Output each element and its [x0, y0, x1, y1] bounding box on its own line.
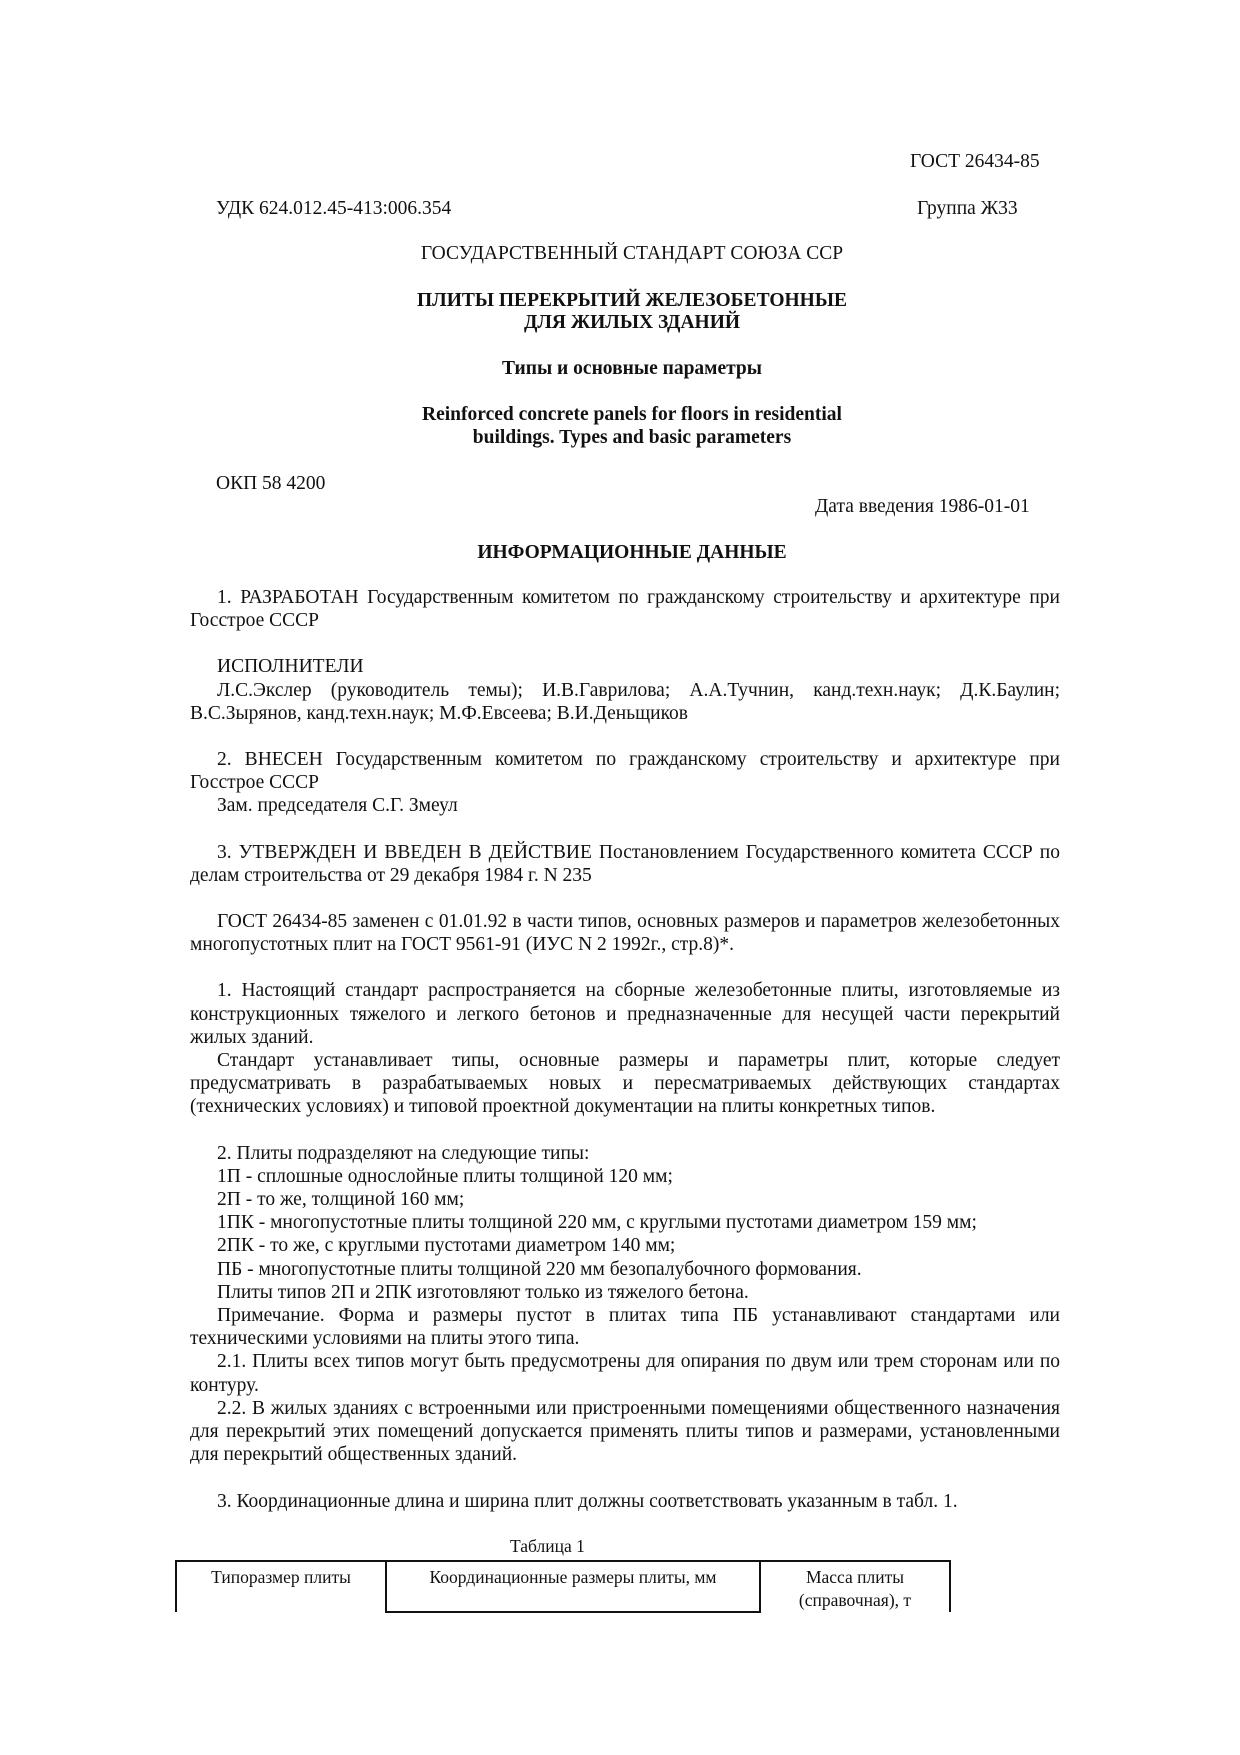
- table-header-size: Типоразмер плиты: [176, 1561, 386, 1612]
- performers-list: Л.С.Экслер (руководитель темы); И.В.Гаврилова; А.А.Тучнин, канд.техн.наук; Д.К.Баулин; В.С.Зырянов, канд.техн.наук; М.Ф.Евсеева; В.И.Деньщиков: [190, 679, 1060, 724]
- table-1: [175, 1560, 951, 1613]
- performers-label: ИСПОЛНИТЕЛИ: [217, 656, 364, 678]
- section-1: 1. Настоящий стандарт распространяется на сборные железобетонные плиты, изготовляемые из конструкционных тяжелого и легкого бетонов и предназначенные для несущей части перекрытий жилых зданий.: [190, 980, 1060, 1048]
- info-deputy: Зам. председателя С.Г. Змеул: [217, 795, 458, 817]
- section-3: 3. Координационные длина и ширина плит должны соответствовать указанным в табл. 1.: [217, 1490, 958, 1512]
- english-title-line-1: Reinforced concrete panels for floors in residential: [422, 404, 842, 425]
- table-header-mass: [760, 1561, 950, 1612]
- state-standard-heading: ГОСУДАРСТВЕННЫЙ СТАНДАРТ СОЮЗА ССР: [420, 243, 844, 264]
- section-2: 2. Плиты подразделяют на следующие типы:: [217, 1142, 590, 1164]
- type-1p: 1П - сплошные однослойные плиты толщиной 120 мм;: [217, 1165, 673, 1187]
- type-1pk: 1ПК - многопустотные плиты толщиной 220 мм, с круглыми пустотами диаметром 159 мм;: [217, 1212, 977, 1234]
- section-2-2: 2.2. В жилых зданиях с встроенными или пристроенными помещениями общественного назначения для перекрытий этих помещений допускается применять плиты типов и размерами, установленными для перекрытий общественных зданий.: [190, 1397, 1060, 1466]
- table-caption: Таблица 1: [510, 1536, 585, 1556]
- type-pb: ПБ - многопустотные плиты толщиной 220 мм безопалубочного формования.: [217, 1258, 862, 1280]
- udk-code: УДК 624.012.45-413:006.354: [216, 198, 452, 219]
- info-heading: ИНФОРМАЦИОННЫЕ ДАННЫЕ: [477, 542, 787, 563]
- title-line-1: ПЛИТЫ ПЕРЕКРЫТИЙ ЖЕЛЕЗОБЕТОННЫЕ: [417, 290, 847, 311]
- table-header-mass-line2: (справочная), т: [798, 1590, 912, 1610]
- gost-number: ГОСТ 26434-85: [910, 151, 1040, 172]
- table-header-dimensions: Координационные размеры плиты, мм: [386, 1561, 760, 1612]
- group-code: Группа Ж33: [917, 198, 1018, 219]
- info-developed: 1. РАЗРАБОТАН Государственным комитетом по гражданскому строительству и архитектуре при Госстрое СССР: [190, 587, 1060, 632]
- section-1-scope: Стандарт устанавливает типы, основные размеры и параметры плит, которые следует предусматривать в разрабатываемых новых и пересматриваемых действующих стандартах (технических условиях) и типовой проектной документации на плиты конкретных типов.: [190, 1050, 1060, 1118]
- note: Примечание. Форма и размеры пустот в плитах типа ПБ устанавливают стандартами или техническими условиями на плиты этого типа.: [190, 1305, 1060, 1350]
- type-2pk: 2ПК - то же, с круглыми пустотами диаметром 140 мм;: [217, 1235, 676, 1257]
- table-header-mass-line1: Масса плиты: [805, 1567, 905, 1587]
- info-replaced: ГОСТ 26434-85 заменен с 01.01.92 в части типов, основных размеров и параметров железобетонных многопустотных плит на ГОСТ 9561-91 (ИУС N 2 1992г., стр.8)*.: [190, 911, 1060, 956]
- info-introduced: 2. ВНЕСЕН Государственным комитетом по гражданскому строительству и архитектуре при Госстрое СССР: [190, 749, 1060, 794]
- table-header-row: [176, 1561, 950, 1612]
- title-line-2: ДЛЯ ЖИЛЫХ ЗДАНИЙ: [523, 312, 741, 333]
- intro-date: Дата введения 1986-01-01: [815, 496, 1030, 517]
- info-section: [190, 586, 1060, 1513]
- heavy-concrete-note: Плиты типов 2П и 2ПК изготовляют только из тяжелого бетона.: [217, 1281, 749, 1303]
- okp-code: ОКП 58 4200: [216, 473, 326, 494]
- section-2-1: 2.1. Плиты всех типов могут быть предусмотрены для опирания по двум или трем сторонам или по контуру.: [190, 1351, 1060, 1396]
- subtitle: Типы и основные параметры: [501, 358, 763, 379]
- english-title-line-2: buildings. Types and basic parameters: [472, 427, 792, 448]
- info-approved: 3. УТВЕРЖДЕН И ВВЕДЕН В ДЕЙСТВИЕ Постановлением Государственного комитета СССР по делам строительства от 29 декабря 1984 г. N 235: [190, 841, 1060, 886]
- type-2p: 2П - то же, толщиной 160 мм;: [217, 1189, 465, 1211]
